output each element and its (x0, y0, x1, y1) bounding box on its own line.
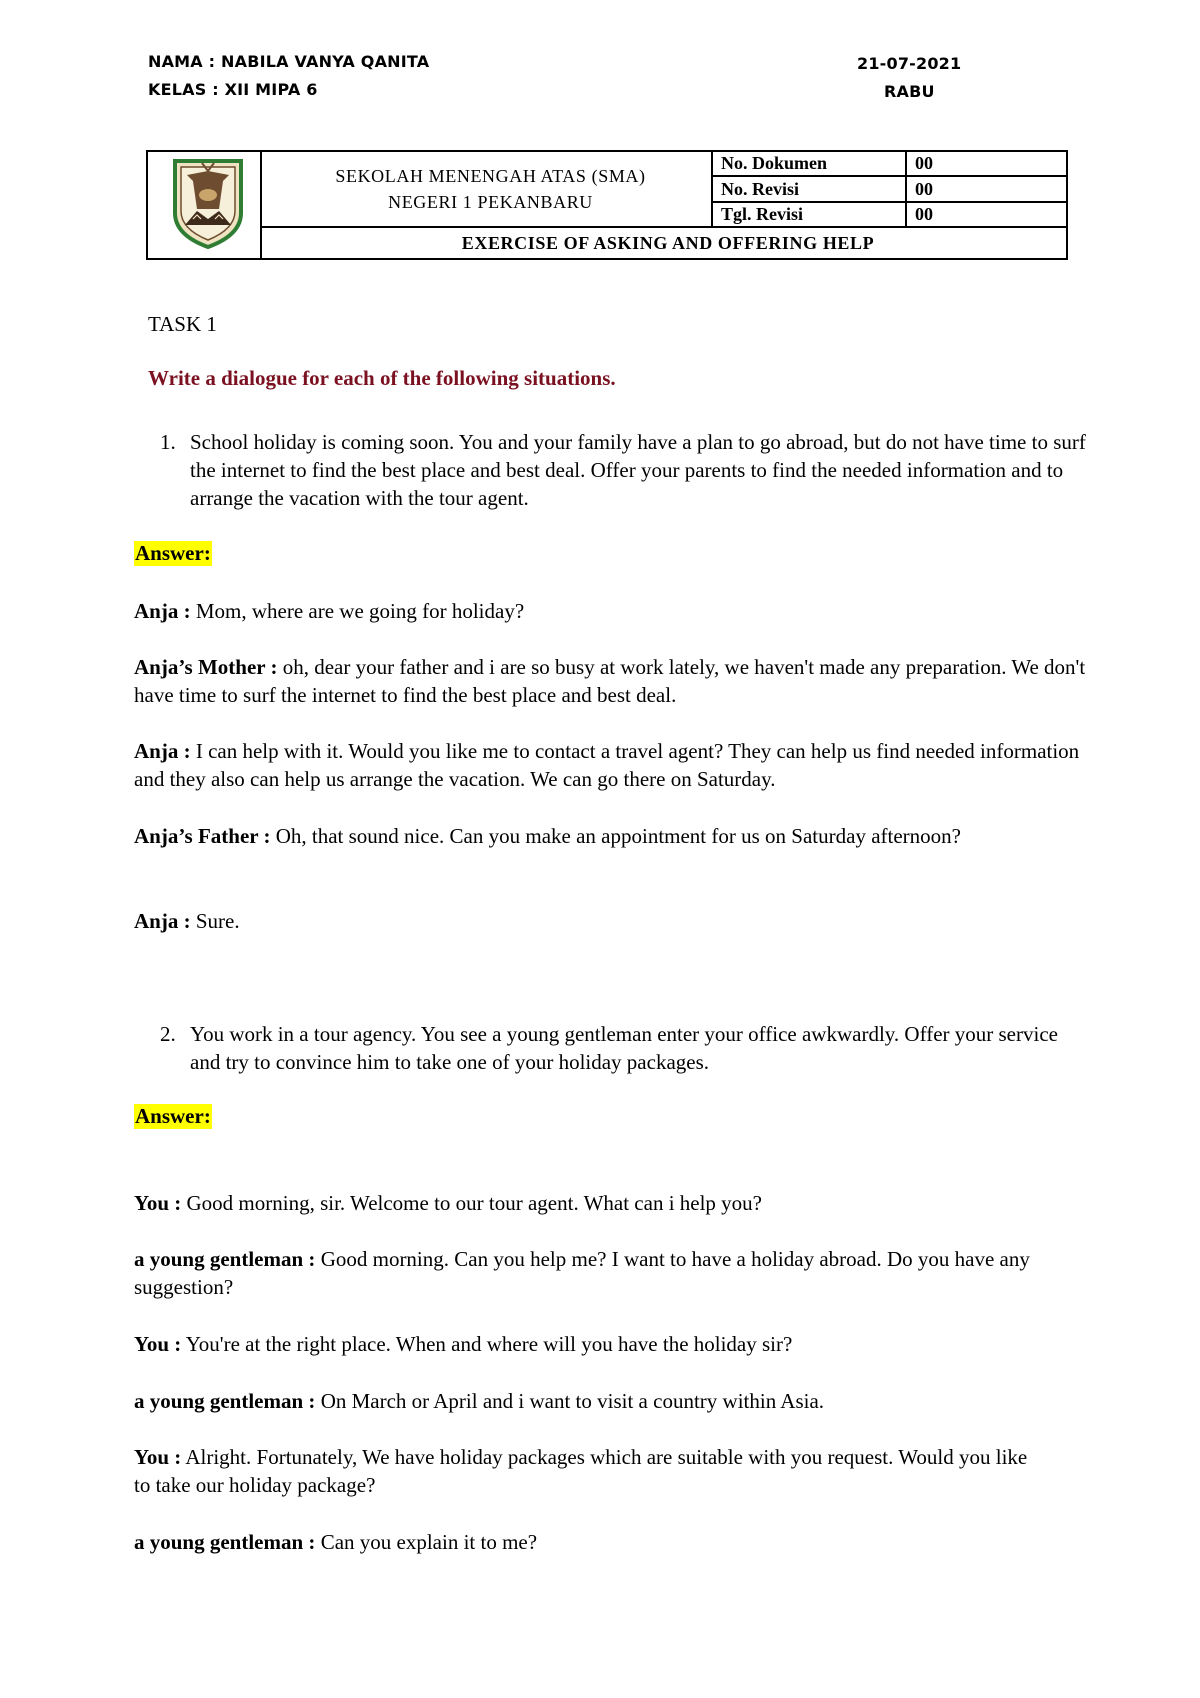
meta-key: No. Dokumen (712, 151, 906, 176)
student-name: NAMA : NABILA VANYA QANITA (148, 52, 430, 71)
speaker: Anja : (134, 739, 191, 763)
speaker: You : (134, 1445, 182, 1469)
dialogue-line (134, 737, 1094, 793)
meta-value: 00 (906, 202, 1067, 227)
line: Sure. (190, 909, 240, 933)
item-text: School holiday is coming soon. You and your family have a plan to go abroad, but do not have time to surf the internet to find the best place and best deal. Offer your parents to find the needed information and to arrange the vacation with the tour agent. (190, 430, 1086, 510)
line: Can you explain it to me? (315, 1530, 538, 1554)
dialogue-line (134, 597, 1094, 625)
speaker: Anja’s Mother : (134, 655, 278, 679)
task-instruction: Write a dialogue for each of the following situations. (148, 366, 616, 390)
line: Mom, where are we going for holiday? (190, 599, 525, 623)
school-logo-cell (147, 151, 261, 259)
item-text: You work in a tour agency. You see a young gentleman enter your office awkwardly. Offer your service and try to convince him to take one of your holiday packages. (190, 1022, 1058, 1074)
speaker: a young gentleman : (134, 1389, 316, 1413)
meta-value: 00 (906, 176, 1067, 201)
line: On March or April and i want to visit a country within Asia. (315, 1389, 825, 1413)
answer-label: Answer: (135, 541, 211, 565)
dialogue-line (134, 1387, 1094, 1415)
meta-value: 00 (906, 151, 1067, 176)
dialogue-line (134, 1245, 1094, 1301)
line: I can help with it. Would you like me to contact a travel agent? They can help us find needed information and they also can help us arrange the vacation. We can go there on Saturday. (134, 739, 1080, 791)
day: RABU (884, 82, 935, 101)
exercise-title: EXERCISE OF ASKING AND OFFERING HELP (261, 227, 1067, 259)
line: oh, dear your father and i are so busy at work lately, we haven't made any preparation. We don't have time to surf the internet to find the best place and best deal. (134, 655, 1086, 707)
school-logo-icon (169, 155, 247, 251)
line: Good morning. Can you help me? I want to have a holiday abroad. Do you have any suggestion? (134, 1247, 1030, 1299)
dialogue-line (134, 907, 1094, 935)
answer-label: Answer: (135, 1104, 211, 1128)
dialogue-line (134, 1330, 1094, 1358)
line: Good morning, sir. Welcome to our tour agent. What can i help you? (181, 1191, 763, 1215)
speaker: You : (134, 1332, 182, 1356)
item-number: 1. (160, 430, 176, 454)
line: You're at the right place. When and where will you have the holiday sir? (181, 1332, 793, 1356)
meta-key: No. Revisi (712, 176, 906, 201)
line: Alright. Fortunately, We have holiday packages which are suitable with you request. Would you like to take our holiday package? (134, 1445, 1028, 1497)
speaker: Anja : (134, 599, 191, 623)
task-title: TASK 1 (148, 312, 217, 336)
meta-key: Tgl. Revisi (712, 202, 906, 227)
item-number: 2. (160, 1022, 176, 1046)
speaker: Anja’s Father : (134, 824, 271, 848)
dialogue-line (134, 1528, 1094, 1556)
speaker: You : (134, 1191, 182, 1215)
dialogue-line (134, 653, 1094, 709)
date: 21-07-2021 (857, 54, 962, 73)
line: Oh, that sound nice. Can you make an appointment for us on Saturday afternoon? (270, 824, 961, 848)
dialogue-line (134, 822, 994, 850)
speaker: Anja : (134, 909, 191, 933)
speaker: a young gentleman : (134, 1530, 316, 1554)
student-class: KELAS : XII MIPA 6 (148, 80, 318, 99)
dialogue-line (134, 1443, 1034, 1499)
school-name-cell (261, 151, 712, 227)
school-name-line1: SEKOLAH MENENGAH ATAS (SMA) (335, 166, 646, 187)
dialogue-line (134, 1189, 1094, 1217)
school-name-line2: NEGERI 1 PEKANBARU (388, 192, 593, 213)
speaker: a young gentleman : (134, 1247, 316, 1271)
document-info-table (146, 150, 1068, 260)
